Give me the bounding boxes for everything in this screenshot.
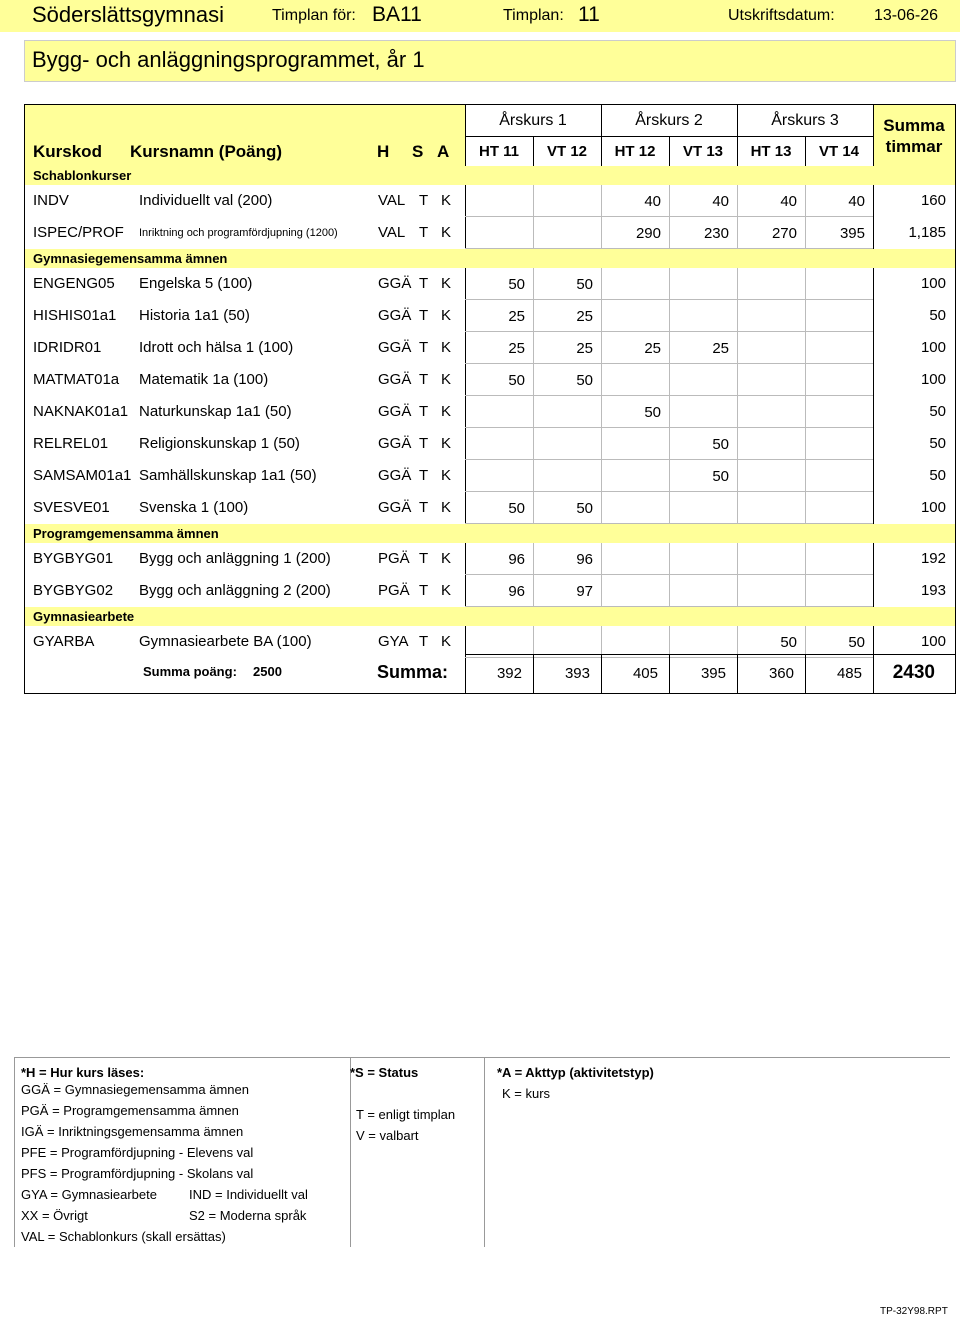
hours-cell: 40 [780, 193, 797, 210]
cell-line [669, 300, 670, 332]
legend-h-item: IGÄ = Inriktningsgemensamma ämnen [21, 1124, 244, 1139]
kursnamn-header: Kursnamn (Poäng) [130, 142, 283, 161]
cell-line [533, 428, 534, 460]
hours-cell: 50 [712, 436, 729, 453]
term-header: VT 12 [546, 143, 588, 160]
course-s: T [419, 582, 429, 599]
course-name: Samhällskunskap 1a1 (50) [139, 467, 317, 484]
hours-cell: 40 [644, 193, 661, 210]
cell-line [601, 428, 602, 460]
legend-s-item: V = valbart [356, 1128, 419, 1143]
hours-cell: 50 [508, 276, 525, 293]
cell-line [669, 543, 670, 575]
cell-line [669, 492, 670, 524]
cell-line [601, 217, 602, 249]
course-a: K [441, 550, 452, 567]
cell-line [669, 268, 670, 300]
cell-line [737, 396, 738, 428]
timplan-label: Timplan: [503, 7, 564, 24]
hours-cell: 50 [576, 276, 593, 293]
course-h: GGÄ [378, 371, 412, 388]
course-a: K [441, 633, 452, 650]
section-bg [25, 166, 955, 185]
course-code: SAMSAM01a1 [33, 467, 132, 484]
print-date-label: Utskriftsdatum: [728, 7, 835, 24]
course-code: BYGBYG02 [33, 582, 114, 599]
course-code: MATMAT01a [33, 371, 120, 388]
cell-line [805, 428, 806, 460]
cell-line [533, 185, 534, 217]
hours-cell: 25 [508, 308, 525, 325]
legend-s-item: T = enligt timplan [356, 1107, 456, 1122]
course-s: T [419, 192, 429, 209]
hours-cell: 395 [839, 225, 865, 242]
section-title: Gymnasiegemensamma ämnen [33, 251, 228, 266]
kurskod-header: Kurskod [33, 142, 102, 161]
section-title: Programgemensamma ämnen [33, 526, 219, 541]
course-name: Idrott och hälsa 1 (100) [139, 339, 294, 356]
cell-line [737, 217, 738, 249]
hours-cell: 50 [576, 372, 593, 389]
hours-cell: 25 [576, 308, 593, 325]
sum-cell: 193 [920, 582, 946, 599]
cell-line [669, 575, 670, 607]
section-title: Gymnasiearbete [33, 609, 135, 624]
course-a: K [441, 371, 452, 388]
cell-line [669, 364, 670, 396]
hours-cell: 270 [771, 225, 797, 242]
course-s: T [419, 307, 429, 324]
cell-line [737, 428, 738, 460]
cell-line [601, 460, 602, 492]
total-cell: 395 [700, 665, 726, 682]
summa-points-value: 2500 [253, 664, 282, 679]
cell-line [805, 300, 806, 332]
cell-line [533, 332, 534, 364]
course-code: ENGENG05 [33, 275, 115, 292]
cell-line [601, 300, 602, 332]
a-header: A [437, 142, 450, 161]
grand-total: 2430 [892, 662, 935, 683]
sum-cell: 50 [929, 435, 946, 452]
summa-header: Summa [883, 116, 945, 135]
cell-line [669, 185, 670, 217]
course-s: T [419, 550, 429, 567]
legend-h-item: VAL = Schablonkurs (skall ersättas) [21, 1229, 226, 1244]
timplan-value: 11 [578, 3, 600, 26]
sum-cell: 50 [929, 467, 946, 484]
hours-cell: 25 [508, 340, 525, 357]
hours-cell: 97 [576, 583, 593, 600]
cell-line [533, 300, 534, 332]
course-s: T [419, 499, 429, 516]
summa-label: Summa: [377, 662, 449, 682]
course-name: Gymnasiearbete BA (100) [139, 633, 312, 650]
course-code: HISHIS01a1 [33, 307, 117, 324]
legend-h-item: GYA = Gymnasiearbete [21, 1187, 157, 1202]
legend [14, 1057, 950, 1247]
cell-line [601, 185, 602, 217]
cell-line [601, 492, 602, 524]
course-h: GGÄ [378, 339, 412, 356]
course-name: Bygg och anläggning 2 (200) [139, 582, 331, 599]
course-name: Individuellt val (200) [139, 192, 273, 209]
term-header: VT 14 [818, 143, 860, 160]
h-header: H [377, 142, 390, 161]
cell-line [601, 364, 602, 396]
course-s: T [419, 339, 429, 356]
course-a: K [441, 582, 452, 599]
cell-line [737, 492, 738, 524]
sum-cell: 100 [920, 275, 946, 292]
s-header: S [412, 142, 424, 161]
cell-line [601, 543, 602, 575]
hours-cell: 50 [644, 404, 661, 421]
course-a: K [441, 339, 452, 356]
course-name: Engelska 5 (100) [139, 275, 253, 292]
legend-h-item: GGÄ = Gymnasiegemensamma ämnen [21, 1082, 249, 1097]
course-a: K [441, 499, 452, 516]
cell-line [669, 332, 670, 364]
totals-line [465, 654, 955, 655]
cell-line [805, 332, 806, 364]
legend-h-item: PFE = Programfördjupning - Elevens val [21, 1145, 254, 1160]
year-header: Årskurs 1 [499, 112, 567, 129]
hours-cell: 40 [712, 193, 729, 210]
cell-line [805, 268, 806, 300]
course-a: K [441, 467, 452, 484]
course-s: T [419, 435, 429, 452]
cell-line [533, 217, 534, 249]
sum-cell: 100 [920, 499, 946, 516]
course-code: NAKNAK01a1 [33, 403, 129, 420]
sum-cell: 160 [920, 192, 946, 209]
course-h: PGÄ [378, 550, 410, 567]
course-a: K [441, 403, 452, 420]
hours-cell: 50 [712, 468, 729, 485]
hours-cell: 50 [780, 634, 797, 651]
course-s: T [419, 224, 429, 241]
cell-line [737, 268, 738, 300]
column-line [873, 104, 874, 694]
cell-line [737, 185, 738, 217]
total-cell: 393 [564, 665, 590, 682]
course-a: K [441, 275, 452, 292]
course-h: GGÄ [378, 307, 412, 324]
sum-cell: 192 [920, 550, 946, 567]
cell-line [533, 543, 534, 575]
hours-cell: 50 [848, 634, 865, 651]
legend-a-item: K = kurs [502, 1086, 551, 1101]
total-cell: 360 [768, 665, 794, 682]
hours-cell: 50 [508, 500, 525, 517]
course-h: VAL [378, 224, 406, 241]
course-s: T [419, 403, 429, 420]
cell-line [737, 332, 738, 364]
hours-cell: 25 [644, 340, 661, 357]
hours-cell: 25 [712, 340, 729, 357]
report-code: TP-32Y98.RPT [880, 1306, 948, 1317]
course-code: IDRIDR01 [33, 339, 102, 356]
hours-cell: 25 [576, 340, 593, 357]
course-h: GGÄ [378, 499, 412, 516]
hours-cell: 96 [508, 551, 525, 568]
sum-cell: 50 [929, 307, 946, 324]
course-h: GGÄ [378, 275, 412, 292]
total-cell: 392 [496, 665, 522, 682]
term-header: HT 12 [614, 143, 656, 160]
cell-line [533, 268, 534, 300]
course-code: RELREL01 [33, 435, 109, 452]
course-code: INDV [33, 192, 69, 209]
legend-h-title: *H = Hur kurs läses: [21, 1065, 145, 1080]
term-header: VT 13 [682, 143, 724, 160]
course-h: PGÄ [378, 582, 410, 599]
school-name: Söderslättsgymnasi [32, 2, 224, 27]
sum-cell: 100 [920, 633, 946, 650]
course-h: GGÄ [378, 435, 412, 452]
print-date-value: 13-06-26 [874, 7, 939, 24]
cell-line [601, 268, 602, 300]
hours-cell: 96 [508, 583, 525, 600]
cell-line [533, 492, 534, 524]
course-a: K [441, 435, 452, 452]
course-a: K [441, 224, 452, 241]
legend-h-item: PGÄ = Programgemensamma ämnen [21, 1103, 239, 1118]
section-title: Schablonkurser [33, 168, 132, 183]
year-header: Årskurs 3 [771, 112, 839, 129]
total-cell: 485 [836, 665, 862, 682]
course-name: Matematik 1a (100) [139, 371, 269, 388]
course-code: BYGBYG01 [33, 550, 114, 567]
cell-line [533, 460, 534, 492]
cell-line [805, 217, 806, 249]
hours-cell: 290 [635, 225, 661, 242]
course-name: Svenska 1 (100) [139, 499, 249, 516]
cell-line [805, 492, 806, 524]
legend-h-item: PFS = Programfördjupning - Skolans val [21, 1166, 254, 1181]
legend-h-item: S2 = Moderna språk [189, 1208, 307, 1223]
hours-cell: 50 [576, 500, 593, 517]
cell-line [737, 364, 738, 396]
cell-line [737, 460, 738, 492]
cell-line [669, 428, 670, 460]
sum-cell: 100 [920, 339, 946, 356]
sum-cell: 100 [920, 371, 946, 388]
summa-header-sub: timmar [885, 137, 943, 156]
cell-line [669, 217, 670, 249]
cell-line [805, 460, 806, 492]
course-h: GGÄ [378, 467, 412, 484]
cell-line [737, 300, 738, 332]
timplan-for-label: Timplan för: [272, 7, 356, 24]
cell-line [805, 185, 806, 217]
legend-a-title: *A = Akttyp (aktivitetstyp) [497, 1065, 654, 1080]
cell-line [533, 364, 534, 396]
sum-cell: 50 [929, 403, 946, 420]
course-h: VAL [378, 192, 406, 209]
cell-line [601, 396, 602, 428]
cell-line [669, 396, 670, 428]
hours-cell: 50 [508, 372, 525, 389]
cell-line [737, 575, 738, 607]
course-s: T [419, 467, 429, 484]
course-name: Inriktning och programfördjupning (1200) [139, 227, 338, 239]
cell-line [533, 396, 534, 428]
course-code: GYARBA [33, 633, 95, 650]
cell-line [601, 575, 602, 607]
timplan-for-value: BA11 [372, 3, 422, 26]
cell-line [805, 364, 806, 396]
cell-line [669, 460, 670, 492]
course-name: Naturkunskap 1a1 (50) [139, 403, 292, 420]
summa-points-label: Summa poäng: [143, 664, 237, 679]
sum-cell: 1,185 [908, 224, 946, 241]
course-name: Bygg och anläggning 1 (200) [139, 550, 331, 567]
year-header: Årskurs 2 [635, 112, 703, 129]
course-s: T [419, 633, 429, 650]
hours-cell: 230 [703, 225, 729, 242]
legend-h-item: XX = Övrigt [21, 1208, 88, 1223]
cell-line [737, 543, 738, 575]
course-h: GYA [378, 633, 409, 650]
total-cell: 405 [632, 665, 658, 682]
course-code: ISPEC/PROF [33, 224, 124, 241]
course-a: K [441, 192, 452, 209]
course-s: T [419, 275, 429, 292]
legend-h-item: IND = Individuellt val [189, 1187, 308, 1202]
legend-s-title: *S = Status [350, 1065, 419, 1080]
term-header: HT 13 [750, 143, 792, 160]
cell-line [601, 332, 602, 364]
course-s: T [419, 371, 429, 388]
cell-line [805, 396, 806, 428]
course-code: SVESVE01 [33, 499, 110, 516]
course-a: K [441, 307, 452, 324]
course-name: Religionskunskap 1 (50) [139, 435, 300, 452]
course-name: Historia 1a1 (50) [139, 307, 250, 324]
cell-line [805, 543, 806, 575]
hours-cell: 96 [576, 551, 593, 568]
term-header: HT 11 [478, 143, 520, 160]
cell-line [533, 575, 534, 607]
program-title: Bygg- och anläggningsprogrammet, år 1 [32, 47, 425, 72]
hours-cell: 40 [848, 193, 865, 210]
cell-line [805, 575, 806, 607]
section-bg [25, 607, 955, 626]
course-h: GGÄ [378, 403, 412, 420]
